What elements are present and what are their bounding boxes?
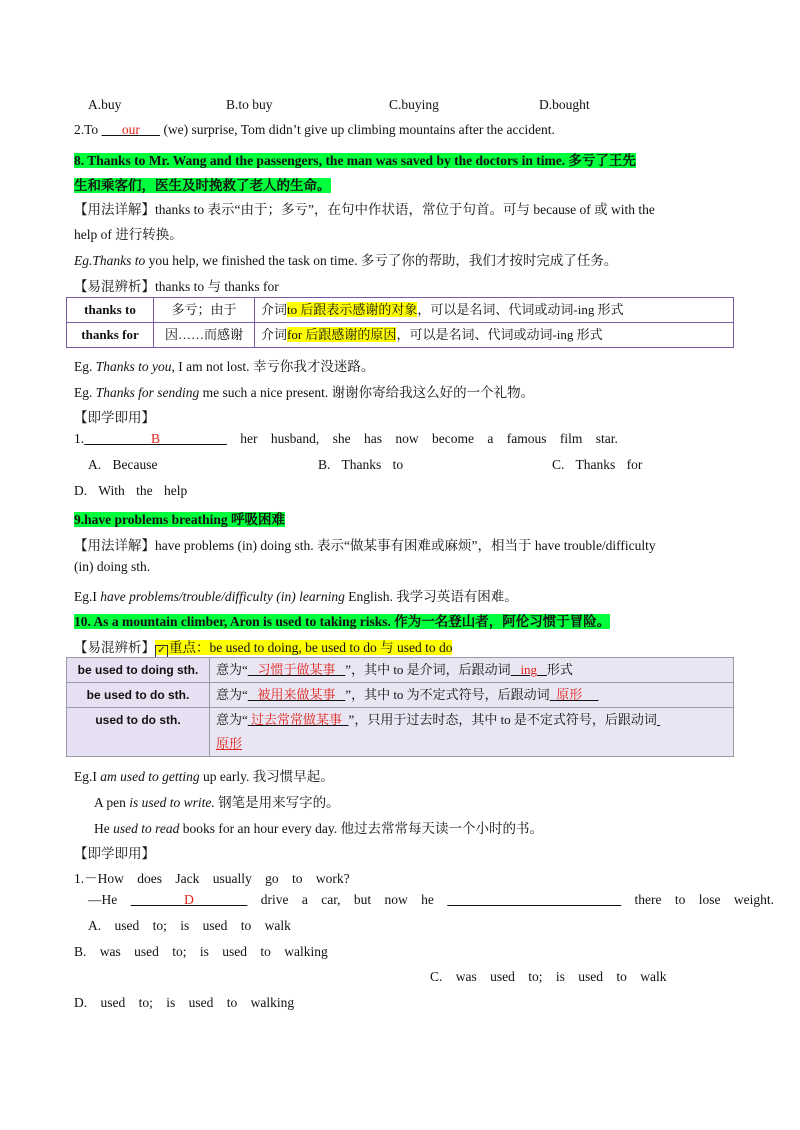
item10-example-2: A pen is used to write. 钢笔是用来写字的。	[94, 795, 340, 810]
item10-option-b: B. was used to; is used to walking	[74, 944, 328, 959]
option-c: C.buying	[389, 97, 439, 112]
item10-practice: 【即学即用】	[74, 846, 155, 861]
option-a: A.buy	[88, 97, 122, 112]
item8-example-3: Eg. Thanks for sending me such a nice present. 谢谢你寄给我这么好的一个礼物。	[74, 385, 535, 400]
item8-option-c: C. Thanks for	[552, 457, 643, 472]
table-row: thanks for 因……而感谢 介词for 后跟感谢的原因，可以是名词、代词或动词-ing 形式	[67, 323, 734, 348]
item8-practice: 【即学即用】	[74, 410, 155, 425]
item10-option-a: A. used to; is used to walk	[88, 918, 291, 933]
item10-option-c: C. was used to; is used to walk	[430, 969, 667, 984]
item8-option-b: B. Thanks to	[318, 457, 404, 472]
item10-confuse: 【易混辨析】 ✓ 重点：be used to doing, be used to do 与 used to do	[74, 640, 453, 656]
option-b: B.to buy	[226, 97, 273, 112]
item10-option-d: D. used to; is used to walking	[74, 995, 295, 1010]
table-row: be used to doing sth. 意为“ 习惯于做某事 ”，其中 to 是介词，后跟动词 ing 形式	[67, 658, 734, 683]
table-row: used to do sth. 意为“ 过去常常做某事 ”，只用于过去时态，其中 to 是不定式符号，后跟动词 原形	[67, 708, 734, 757]
used-to-comparison-table	[66, 657, 734, 757]
item9-usage-cont: (in) doing sth.	[74, 559, 151, 574]
item8-example: Eg.Thanks to you help, we finished the task on time. 多亏了你的帮助，我们才按时完成了任务。	[74, 253, 618, 268]
item9-usage: 【用法详解】have problems (in) doing sth. 表示“做某事有困难或麻烦”，相当于 have trouble/difficulty	[74, 538, 656, 553]
item8-confuse: 【易混辨析】thanks to 与 thanks for	[74, 279, 279, 294]
option-d: D.bought	[539, 97, 590, 112]
question-2: 2.To our (we) surprise, Tom didn’t give up climbing mountains after the accident.	[74, 122, 555, 137]
table-row: be used to do sth. 意为“ 被用来做某事 ”，其中 to 为不定式符号，后跟动词 原形	[67, 683, 734, 708]
item8-usage: 【用法详解】thanks to 表示“由于；多亏”，在句中作状语，常位于句首。可与 because of 或 with the	[74, 202, 655, 217]
item10-example-1: Eg.I am used to getting up early. 我习惯早起。	[74, 769, 334, 784]
thanks-comparison-table	[66, 297, 734, 348]
item9-example: Eg.I have problems/trouble/difficulty (in) learning English. 我学习英语有困难。	[74, 589, 518, 604]
item8-question: 1. B her husband, she has now become a famous film star.	[74, 431, 618, 446]
item10-question-cont: —He D drive a car, but now he there to lose weight.	[88, 892, 775, 907]
item9-heading: 9.have problems breathing 呼吸困难	[74, 512, 286, 527]
item10-example-3: He used to read books for an hour every day. 他过去常常每天读一个小时的书。	[94, 821, 543, 836]
item10-heading: 10. As a mountain climber, Aron is used to taking risks. 作为一名登山者，阿伦习惯于冒险。	[74, 614, 611, 629]
checkbox-icon: ✓	[155, 645, 168, 658]
item8-heading: 8. Thanks to Mr. Wang and the passengers, the man was saved by the doctors in time. 多亏了王先	[74, 153, 636, 168]
item8-option-a: A. Because	[88, 457, 158, 472]
item10-question: 1.－How does Jack usually go to work?	[74, 871, 350, 886]
item8-heading-cont: 生和乘客们，医生及时挽救了老人的生命。	[74, 178, 331, 193]
answer-blank: our	[121, 122, 140, 137]
item8-option-d: D. With the help	[74, 483, 188, 498]
item8-example-2: Eg. Thanks to you, I am not lost. 幸亏你我才没迷路。	[74, 359, 375, 374]
item8-usage-cont: help of 进行转换。	[74, 227, 183, 242]
table-row: thanks to 多亏；由于 介词to 后跟表示感谢的对象，可以是名词、代词或动词-ing 形式	[67, 298, 734, 323]
answer-blank	[447, 892, 621, 907]
